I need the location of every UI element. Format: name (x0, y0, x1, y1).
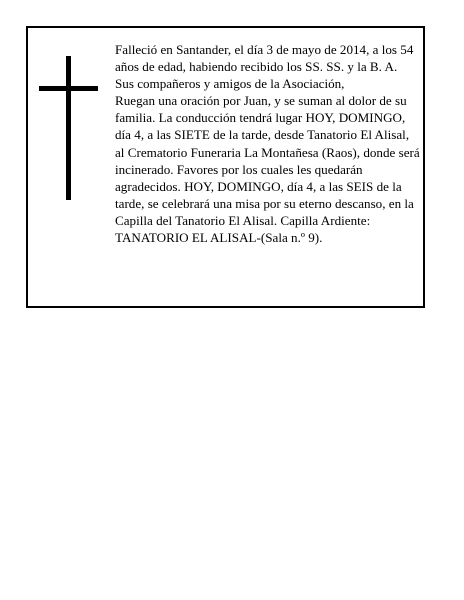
colleagues-paragraph: Sus compañeros y amigos de la Asociación, (115, 76, 345, 92)
death-announcement-paragraph: Falleció en Santander, el día 3 de mayo de 2014, a los 54 años de edad, habiendo recibido los SS. SS. y la B. A. (115, 42, 414, 75)
notice-text (115, 41, 421, 246)
cross-horizontal-bar (39, 86, 98, 91)
cross-vertical-bar (66, 56, 71, 200)
obituary-notice (26, 26, 425, 308)
funeral-details-paragraph: Ruegan una oración por Juan, y se suman al dolor de su familia. La conducción tendrá lugar HOY, DOMINGO, día 4, a las SIETE de la tarde, desde Tanatorio El Alisal, al Crematorio Funeraria La Montañesa (Raos), donde será incinerado. Favores por los cuales les quedarán agradecidos. HOY, DOMINGO, día 4, a las SEIS de la tarde, se celebrará una misa por su eterno descanso, en la Capilla del Tanatorio El Alisal. Capilla Ardiente: TANATORIO EL ALISAL-(Sala n.º 9). (115, 93, 420, 246)
